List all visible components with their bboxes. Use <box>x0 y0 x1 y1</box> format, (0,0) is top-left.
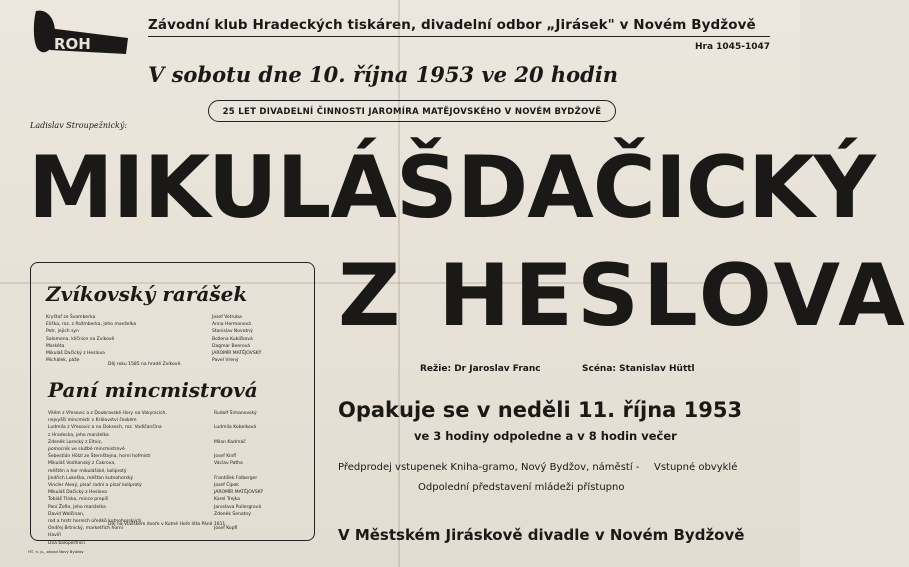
play1-setting: Děj roku 1585 na hradě Zvíkově. <box>108 362 182 367</box>
cast-role: Havíři <box>48 533 62 539</box>
cast-row <box>48 496 306 503</box>
cast-role: Kryštof ze Švamberka <box>46 315 96 320</box>
cast-role: Paní Žofie, jeho manželka <box>48 504 106 510</box>
repeat-performance: Opakuje se v neděli 11. října 1953 <box>338 398 743 422</box>
cast-row <box>48 468 306 475</box>
cast-role: Ludmila z Vřesovic a na Doksech, roz. Vodičančina <box>48 425 162 431</box>
cast-role: David Wolčinan, <box>48 511 85 517</box>
author-line: Ladislav Stroupežnický: <box>30 121 128 130</box>
organizer-text: Závodní klub Hradeckých tiskáren, divadelní odbor „Jirásek" v Novém Bydžově <box>148 17 756 33</box>
cast-row <box>48 540 306 547</box>
cast-role: Mikuláš Dačický z Heslova <box>48 490 107 496</box>
cast-row <box>46 336 304 343</box>
repeat-times: ve 3 hodiny odpoledne a v 8 hodin večer <box>414 429 677 443</box>
cast-row <box>48 432 306 439</box>
cast-role: Dva balopertníci <box>48 540 85 546</box>
cast-actor <box>214 518 306 525</box>
cast-actor: Dagmar Beerová <box>212 343 251 349</box>
cast-row <box>48 410 306 417</box>
cast-actor: Pavel Vrený <box>212 358 239 364</box>
cast-role: Vincler Alexý, písař radní a písař koliprotý <box>48 483 142 489</box>
organizer-underline <box>148 36 770 37</box>
cast-row <box>48 511 306 518</box>
cast-role: Mikuláš Vodňanský z Čakrova, <box>48 461 116 467</box>
cast-row <box>48 489 306 496</box>
cast-actor <box>214 446 306 453</box>
cast-actor: František Folberger <box>214 475 258 481</box>
cast-actor: Zdeněk Šenatný <box>214 511 251 517</box>
cast-row <box>46 314 304 321</box>
cast-actor: Božena Kubíčková <box>212 336 253 342</box>
cast-role: Salomena, klíčnice na Zvíkově <box>46 336 115 342</box>
cast-actor: Josef Votruba <box>212 315 242 320</box>
cast-actor: Anna Hermanová <box>212 322 252 328</box>
cast-actor: Stanislav Novotný <box>212 329 253 335</box>
cast-actor: Václav Paťha <box>214 461 243 467</box>
anniversary-banner: 25 LET DIVADELNÍ ČINNOSTI JAROMÍRA MATĚJOVSKÉHO V NOVÉM BYDŽOVĚ <box>208 100 616 122</box>
cast-actor <box>214 468 306 475</box>
cast-role: Ondřej Brtnický, marketřich horní <box>48 526 124 532</box>
cast-role: Zdeněk Lorecký z Eltvic, <box>48 439 103 445</box>
cast-role: Michálek, páže <box>46 358 80 364</box>
roh-logo <box>32 8 132 58</box>
cast-role: Eliška, roz. z Rožmberka, jeho manželka <box>46 322 137 328</box>
entry-price: Vstupné obvyklé <box>654 462 738 473</box>
cast-actor <box>214 432 306 439</box>
play2-title: Paní mincmistrová <box>48 378 258 402</box>
cast-role: Jindřich Lukeška, měšťan kutnohorský <box>48 475 134 481</box>
director-credit: Režie: Dr Jaroslav Franc <box>420 364 541 374</box>
cast-actor: Milan Kadrnáč <box>214 439 246 445</box>
logo-text: ROH <box>54 35 91 53</box>
cast-row <box>48 504 306 511</box>
cast-row <box>46 343 304 350</box>
cast-role: měštěn a hor mikulášské, koliprotý <box>48 468 127 474</box>
cast-row <box>48 424 306 431</box>
play1-title: Zvíkovský rarášek <box>46 282 248 306</box>
cast-row <box>48 439 306 446</box>
cast-role: Markéta <box>46 343 65 349</box>
cast-role: z Hradecka, jeho manželka <box>48 432 109 438</box>
cast-role: Mikuláš Dačický z Heslova <box>46 351 105 357</box>
scenography-credit: Scéna: Stanislav Hüttl <box>582 364 695 374</box>
cast-row <box>46 350 304 357</box>
title-word-dacicky: DAČICKÝ <box>456 138 875 238</box>
cast-actor <box>214 540 306 547</box>
cast-row <box>48 417 306 424</box>
cast-row <box>48 475 306 482</box>
main-title-line2: Z HESLOVA <box>338 246 909 346</box>
cast-actor: Josef Kopfl <box>214 526 238 532</box>
cast-row <box>48 532 306 539</box>
cast-actor: Karel Trejka <box>214 497 240 503</box>
cast-actor <box>214 417 306 424</box>
cast-role: Vilém z Vřesovic a z Doubravské Hory na Vokynicích, <box>48 411 167 416</box>
cast-role: pomocník ve službě mincmistrově <box>48 447 125 453</box>
cast-row <box>48 460 306 467</box>
play-number: Hra 1045-1047 <box>694 42 770 52</box>
cast-role: Tobiáš Tlíska, mince prepiš <box>48 497 109 503</box>
play1-cast-list <box>46 314 304 364</box>
cast-row <box>48 482 306 489</box>
cast-role: Šebestián Hölzl ze Šternštejna, horní hofmistr <box>48 454 151 460</box>
cast-row <box>46 328 304 335</box>
cast-row <box>46 321 304 328</box>
cast-actor: Ludmila Kobelková <box>214 425 257 431</box>
venue-line: V Městském Jiráskově divadle v Novém Bydžově <box>338 526 745 544</box>
cast-row <box>48 453 306 460</box>
cast-actor: Josef Kinfl <box>214 454 237 460</box>
cast-row <box>48 446 306 453</box>
main-title-line1 <box>28 132 875 244</box>
cast-actor <box>214 532 306 539</box>
presale-info: Předprodej vstupenek Kniha-gramo, Nový Bydžov, náměstí - <box>338 462 640 473</box>
play2-setting: Děj na Vlašském dvoře v Kutné Hoře léta Páně 1611. <box>108 522 227 527</box>
cast-actor: Josef Čípek <box>214 483 239 489</box>
title-word-mikulas: MIKULÁŠ <box>28 138 457 238</box>
cast-role: nejvyšší mincmistr v Království českém <box>48 418 137 424</box>
cast-actor: Jaroslava Pullergrová <box>214 504 262 510</box>
cast-actor: JAROMÍR MATĚJOVSKÝ <box>214 490 264 496</box>
cast-actor: JAROMÍR MATĚJOVSKÝ <box>212 351 262 357</box>
cast-actor: Rudolf Šimanovský <box>214 411 257 416</box>
matinee-note: Odpolední představení mládeži přístupno <box>418 482 625 493</box>
printer-imprint: HT, n. p., závod Nový Bydžov <box>28 549 84 554</box>
date-line: V sobotu dne 10. října 1953 ve 20 hodin <box>148 62 619 87</box>
cast-role: rod a hrstr horních úředků kutnohorských <box>48 519 142 525</box>
cast-role: Petr, jejich syn <box>46 329 79 335</box>
